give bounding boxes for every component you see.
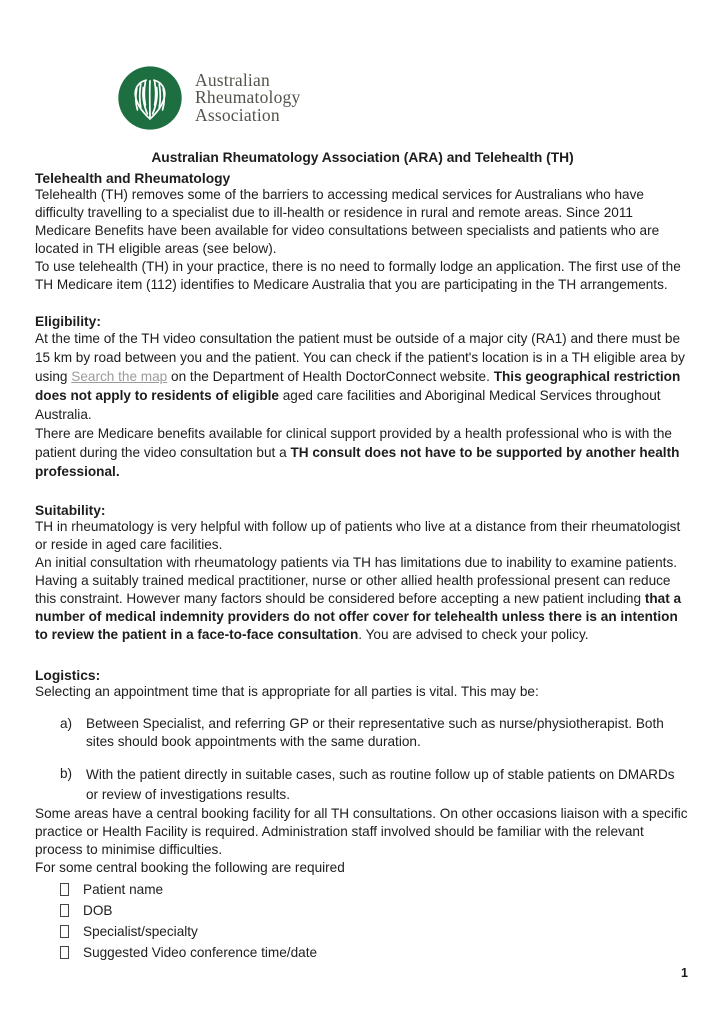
logo-org-name	[195, 69, 301, 125]
eligibility-paragraph-2	[35, 424, 690, 481]
heading-logistics: Logistics:	[35, 668, 101, 683]
list-item-a-marker: a)	[60, 716, 73, 731]
ara-logo	[117, 58, 690, 138]
heading-suitability: Suitability:	[35, 503, 106, 518]
intro-paragraph-2: To use telehealth (TH) in your practice, there is no need to formally lodge an application. The first use of the TH Medicare item (112) identifies to Medicare Australia that you are participating in the TH arrangements.	[35, 259, 681, 292]
willow-tree-icon	[117, 65, 183, 131]
list-item-b	[60, 765, 690, 805]
eligibility-paragraph-1	[35, 329, 690, 424]
list-item-b-text: With the patient directly in suitable cases, such as routine follow up of stable patients on DMARDs or review of investigations results.	[86, 767, 675, 802]
checklist-item-label: DOB	[83, 903, 113, 918]
checklist-item	[60, 900, 690, 921]
checklist-item-label: Suggested Video conference time/date	[83, 945, 318, 960]
checklist-item	[60, 879, 690, 900]
checklist-item	[60, 942, 690, 963]
intro-paragraph-1: Telehealth (TH) removes some of the barriers to accessing medical services for Australians who have difficulty travelling to a specialist due to ill-health or residence in rural and remote areas. Since 2011 Medicare Benefits have been available for video consultations between specialists and patients who are located in TH eligible areas (see below).	[35, 187, 660, 256]
checkbox-bullet-icon	[60, 883, 69, 896]
checkbox-bullet-icon	[60, 904, 69, 917]
logistics-paragraph-1: Selecting an appointment time that is appropriate for all parties is vital. This may be:	[35, 684, 539, 699]
checklist-item-label: Patient name	[83, 882, 164, 897]
checkbox-bullet-icon	[60, 925, 69, 938]
logistics-paragraph-3: For some central booking the following are required	[35, 860, 345, 875]
logo-org-line2: Rheumatology	[195, 87, 301, 108]
eligibility-bold-run: This geographical restriction does not apply to residents of eligible	[35, 369, 681, 403]
list-item-a	[60, 715, 690, 751]
checklist-item	[60, 921, 690, 942]
suitability-text-run: An initial consultation with rheumatology patients via TH has limitations due to inability to examine patients. Having a suitably trained medical practitioner, nurse or other allied health professional present can reduce this constraint. However many factors should be considered before accepting a new patient including	[35, 555, 678, 606]
document-title: Australian Rheumatology Association (ARA) and Telehealth (TH)	[151, 150, 574, 165]
checkbox-bullet-icon	[60, 946, 69, 959]
list-item-a-text: Between Specialist, and referring GP or their representative such as nurse/physiotherapist. Both sites should book appointments with the same duration.	[86, 716, 664, 749]
booking-checklist	[35, 879, 690, 963]
heading-eligibility: Eligibility:	[35, 314, 101, 329]
page-number: 1	[681, 966, 688, 980]
search-the-map-link[interactable]: Search the map	[71, 369, 168, 384]
eligibility-text-run: There are Medicare benefits available for clinical support provided by a health professional who is with the patient during the video consultation but a	[35, 426, 672, 460]
suitability-paragraph-2	[35, 554, 690, 644]
suitability-bold-run: that a number of medical indemnity providers do not offer cover for telehealth unless there is an intention to review the patient in a face-to-face consultation	[35, 591, 682, 642]
eligibility-text-run: on the Department of Health DoctorConnect website.	[167, 369, 494, 384]
logistics-paragraph-2: Some areas have a central booking facility for all TH consultations. On other occasions liaison with a specific practice or Health Facility is required. Administration staff involved should be familiar with the relevant process to minimise difficulties.	[35, 806, 688, 857]
logo-org-line1: Australian	[195, 69, 270, 90]
suitability-paragraph-1: TH in rheumatology is very helpful with follow up of patients who live at a distance from their rheumatologist or reside in aged care facilities.	[35, 519, 681, 552]
heading-telehealth-and-rheumatology: Telehealth and Rheumatology	[35, 171, 231, 186]
suitability-text-run: . You are advised to check your policy.	[358, 627, 589, 642]
checklist-item-label: Specialist/specialty	[83, 924, 198, 939]
list-item-b-marker: b)	[60, 766, 73, 781]
eligibility-text-run: At the time of the TH video consultation the patient must be outside of a major city (RA1) and there must be 15 km by road between you and the patient. You can check if the patient's location is in a TH eligible area by using	[35, 331, 685, 384]
eligibility-bold-run: TH consult does not have to be supported by another health professional.	[35, 445, 680, 479]
logo-org-line3: Association	[195, 104, 280, 125]
eligibility-text-run: aged care facilities and Aboriginal Medical Services throughout Australia.	[35, 388, 661, 422]
